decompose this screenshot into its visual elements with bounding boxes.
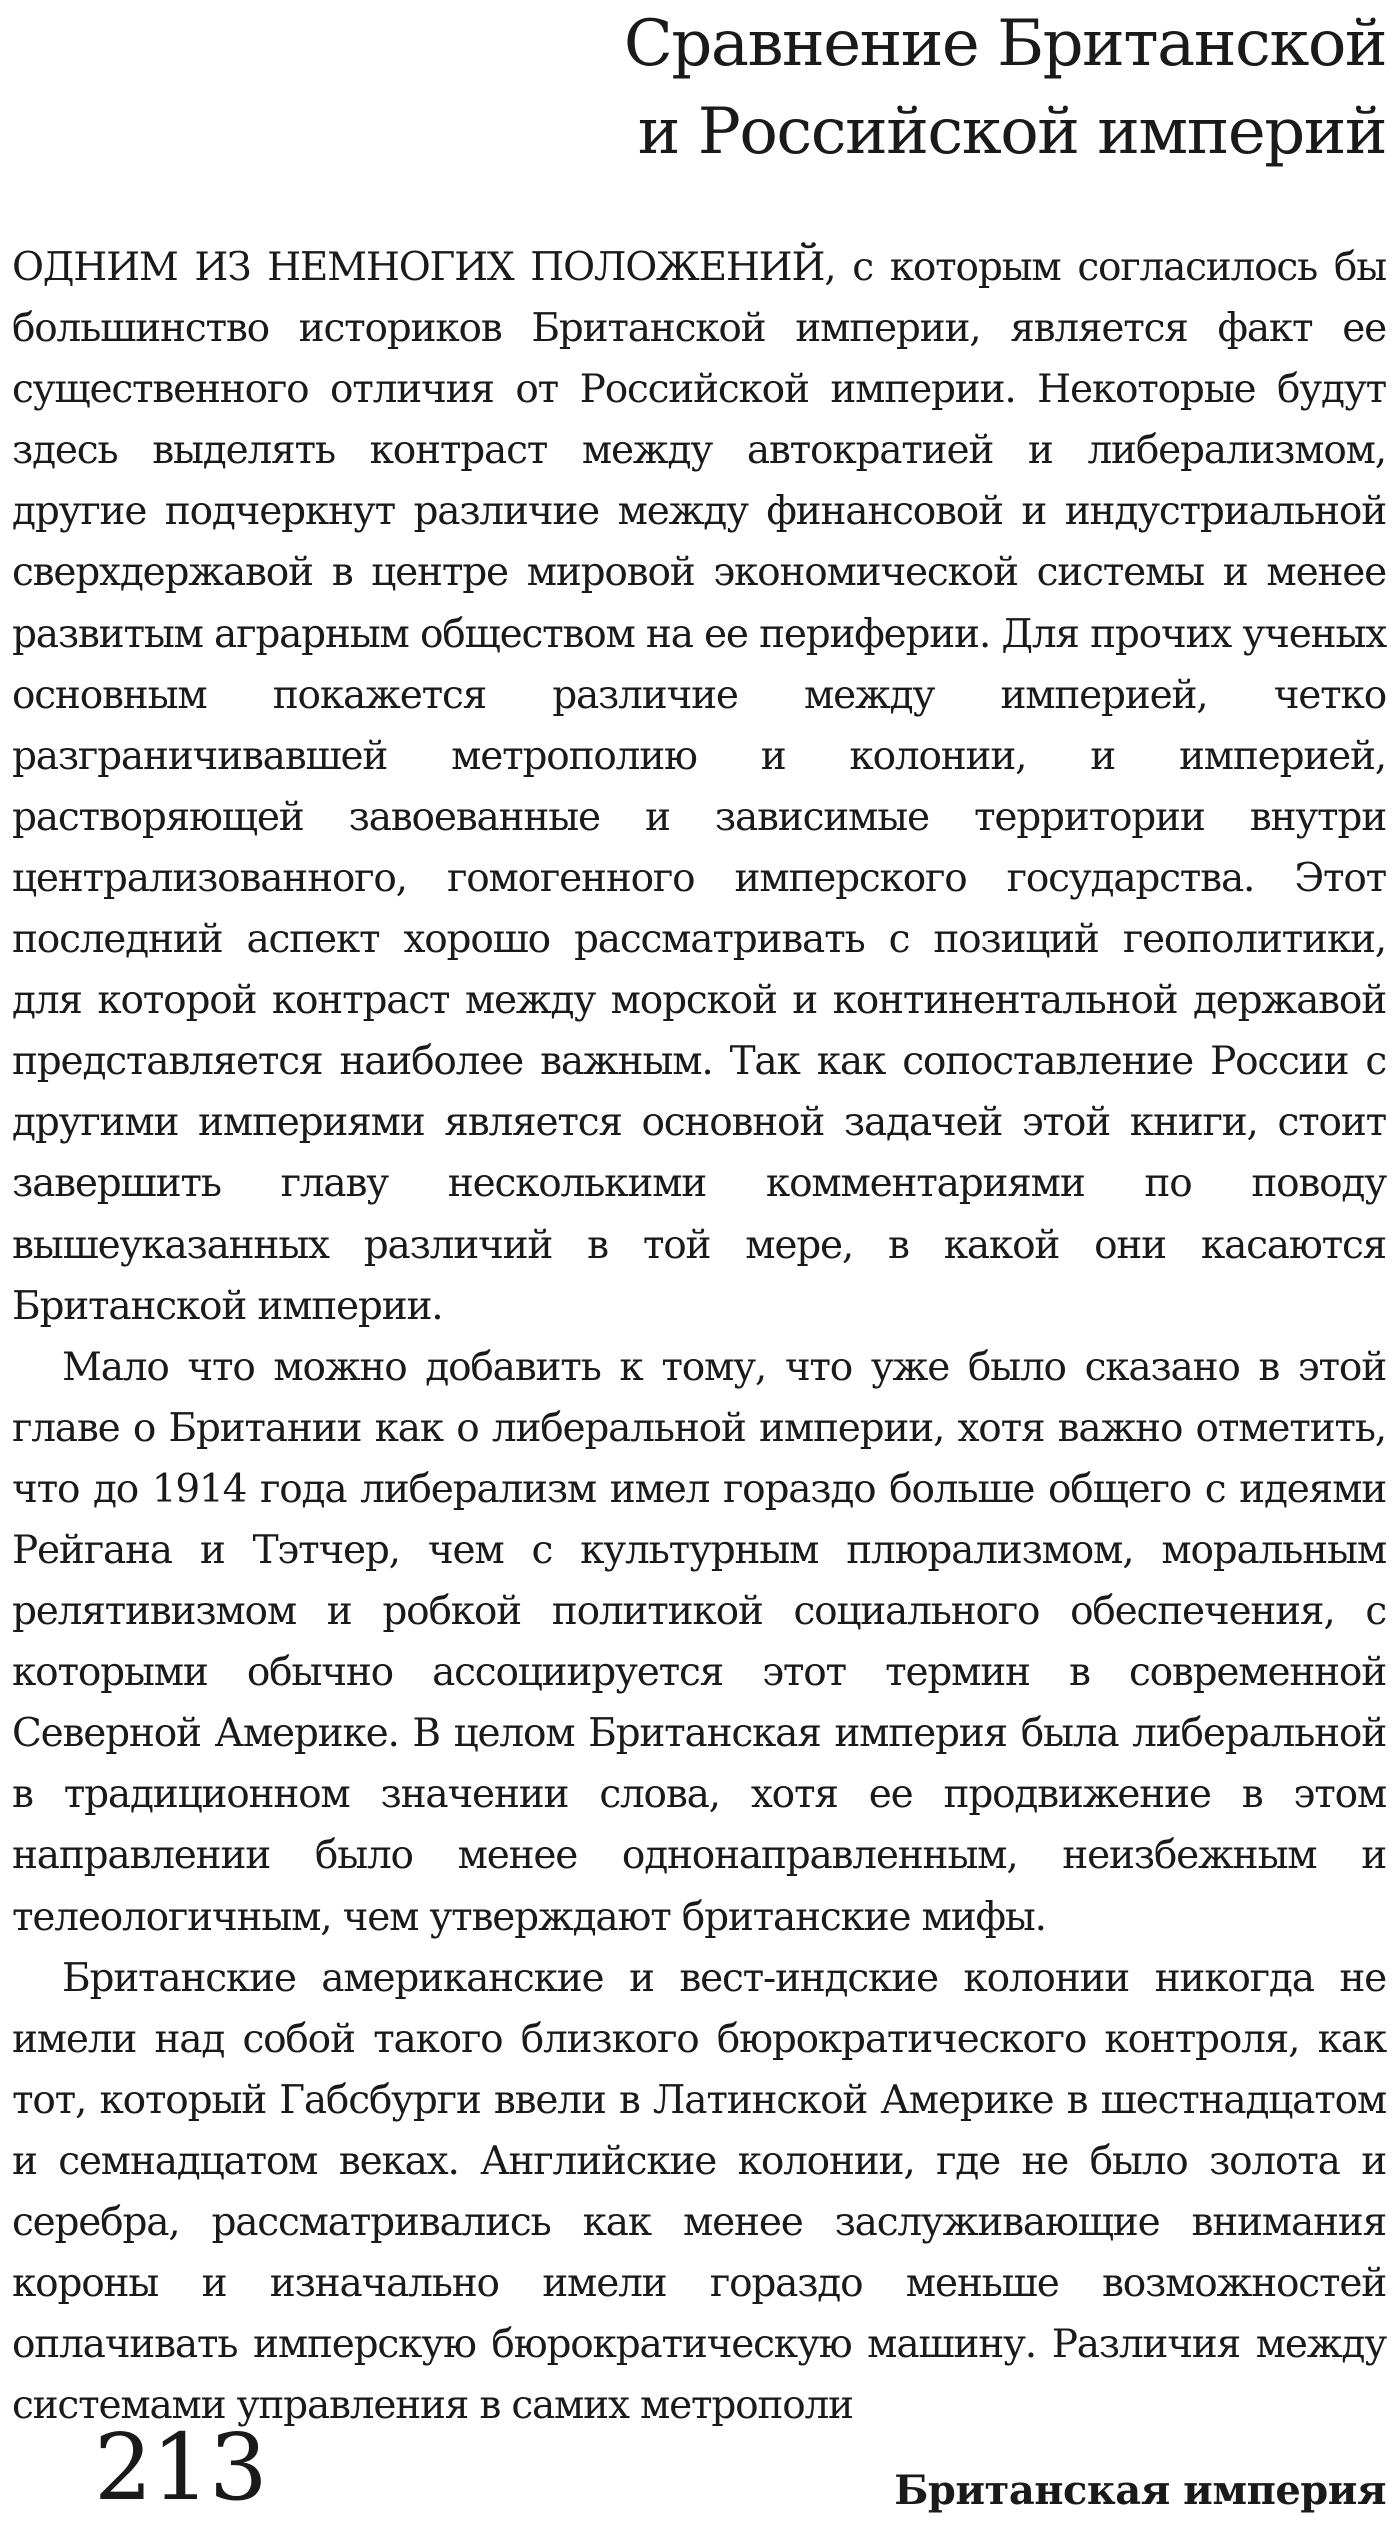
body-text [12, 237, 1386, 2436]
paragraph-1: ОДНИМ ИЗ НЕМНОГИХ ПОЛОЖЕНИЙ, с которым согласилось бы большинство историков Британской империи, является факт ее существенного отличия от Российской империи. Некоторые будут здесь выделять контраст между автократией и либерализмом, другие подчеркнут различие между финансовой и индустриальной сверхдержавой в центре мировой экономической системы и менее развитым аграрным обществом на ее периферии. Для прочих ученых основным покажется различие между империей, четко разграничивавшей метрополию и колонии, и империей, растворяющей завоеванные и зависимые территории внутри централизованного, гомогенного имперского государства. Этот последний аспект хорошо рассматривать с позиций геополитики, для которой контраст между морской и континентальной державой представляется наиболее важным. Так как сопоставление России с другими империями является основной задачей этой книги, стоит завершить главу несколькими комментариями по поводу вышеуказанных различий в той мере, в какой они касаются Британской империи. [12, 245, 1386, 1329]
section-heading [486, 0, 1386, 176]
paragraph-3: Британские американские и вест-индские колонии никогда не имели над собой такого близкого бюрократического контроля, как тот, который Габсбурги ввели в Латинской Америке в шестнадцатом и семнадцатом веках. Английские колонии, где не было золота и серебра, рассматривались как менее заслуживающие внимания короны и изначально имели гораздо меньше возможностей оплачивать имперскую бюрократическую машину. Различия между системами управления в самих метрополи [12, 1955, 1386, 2429]
section-heading-line-1: Сравнение Британской [623, 7, 1386, 81]
paragraph-2: Мало что можно добавить к тому, что уже было сказано в этой главе о Британии как о либеральной империи, хотя важно отметить, что до 1914 года либерализм имел гораздо больше общего с идеями Рейгана и Тэтчер, чем с культурным плюрализмом, моральным релятивизмом и робкой политикой социального обеспечения, с которыми обычно ассоциируется этот термин в современной Северной Америке. В целом Британская империя была либеральной в традиционном значении слова, хотя ее продвижение в этом направлении было менее однонаправленным, неизбежным и телеологичным, чем утверждают британские мифы. [12, 1344, 1386, 1940]
running-title: Британская империя [894, 2467, 1386, 2514]
page-number: 213 [94, 2414, 267, 2521]
section-heading-line-2: и Российской империй [637, 95, 1386, 169]
